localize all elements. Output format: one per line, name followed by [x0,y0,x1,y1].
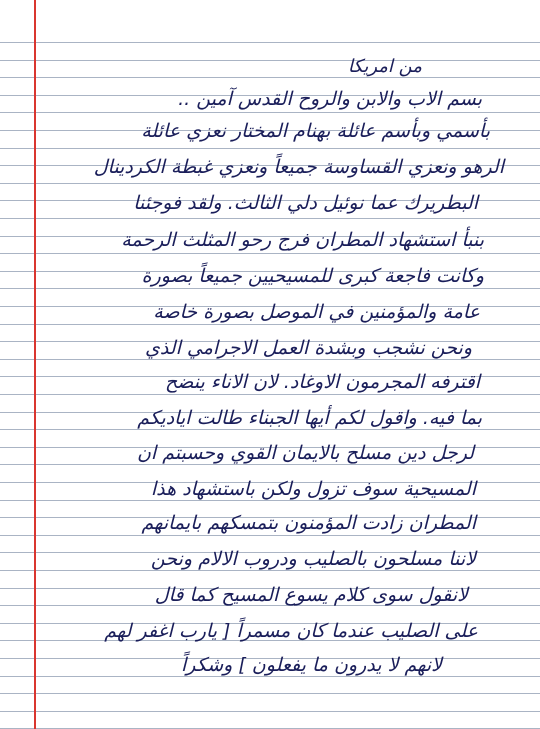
margin-line [34,0,36,729]
letter-line: لانهم لا يدرون ما يفعلون ] وشكراً [180,654,442,676]
letter-line: لرجل دين مسلح بالايمان القوي وحسبتم ان [136,442,474,464]
letter-line: عامة والمؤمنين في الموصل بصورة خاصة [153,301,480,323]
letter-line: الرهو ونعزي القساوسة جميعاً ونعزي غبطة الكردينال [93,156,504,178]
letter-line: المطران زادت المؤمنون بتمسكهم بايمانهم [141,512,476,534]
letter-line: بنبأ استشهاد المطران فرج رحو المثلث الرحمة [121,229,484,251]
letter-line: المسيحية سوف تزول ولكن باستشهاد هذا [150,478,476,500]
letter-heading: من امريكا [347,56,422,77]
letter-line: بما فيه. واقول لكم أيها الجبناء طالت اياديكم [137,407,482,429]
letter-line: ونحن نشجب وبشدة العمل الاجرامي الذي [144,337,472,359]
letter-line: لانقول سوى كلام يسوع المسيح كما قال [154,584,468,606]
letter-line: وكانت فاجعة كبرى للمسيحيين جميعاً بصورة [141,265,484,287]
letter-line: بأسمي وبأسم عائلة بهنام المختار نعزي عائلة [141,120,490,142]
letter-line: اقترفه المجرمون الاوغاد. لان الاناء ينضح [165,371,480,393]
letter-line: على الصليب عندما كان مسمراً [ يارب اغفر لهم [104,620,478,642]
letter-line: بسم الاب والابن والروح القدس آمين .. [178,88,482,110]
letter-line: لاننا مسلحون بالصليب ودروب الالام ونحن [150,548,476,570]
letter-line: البطريرك عما نوئيل دلي الثالث. ولقد فوجئنا [133,192,478,214]
